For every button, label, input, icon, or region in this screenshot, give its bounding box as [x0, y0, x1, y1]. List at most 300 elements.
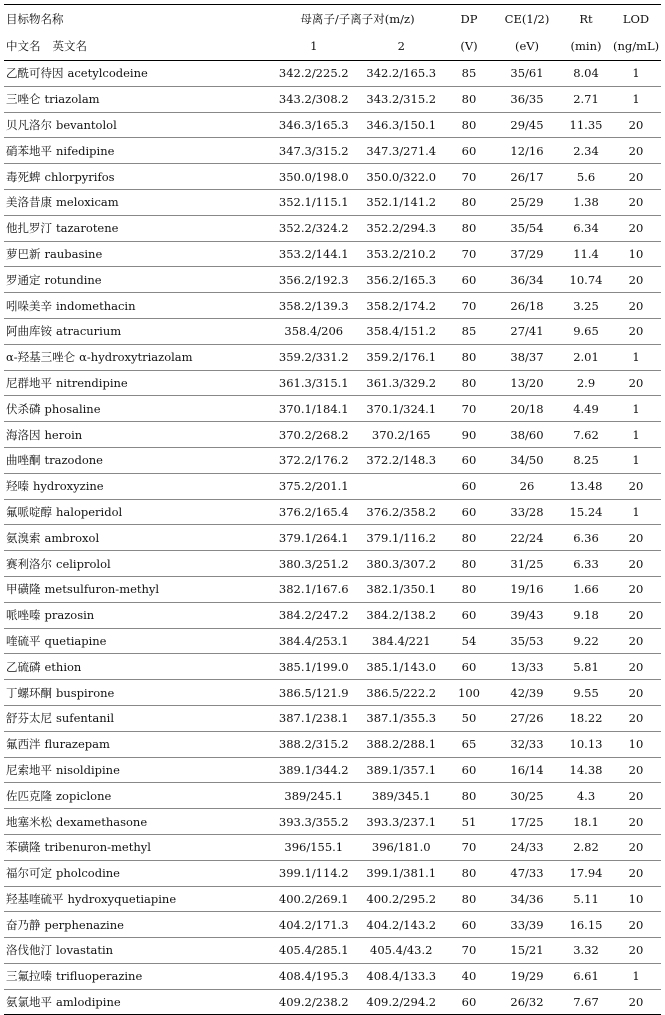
ce-header: CE(1/2): [493, 5, 561, 33]
compound-name-cell: [4, 576, 270, 602]
rt-cell: 11.4: [561, 241, 611, 267]
rt-cell: 4.3: [561, 783, 611, 809]
ion2-cell: 379.1/116.2: [358, 525, 446, 551]
compound-en-name: quetiapine: [44, 633, 107, 648]
rt-cell: 2.34: [561, 138, 611, 164]
rt-cell: 14.38: [561, 757, 611, 783]
ion1-cell: 387.1/238.1: [270, 705, 358, 731]
compound-name-cell: [4, 112, 270, 138]
ion2-cell: 353.2/210.2: [358, 241, 446, 267]
rt-cell: 6.34: [561, 215, 611, 241]
lod-cell: 1: [611, 422, 661, 448]
ce-cell: 38/37: [493, 344, 561, 370]
rt-cell: 18.1: [561, 809, 611, 835]
dp-cell: 60: [445, 138, 493, 164]
ion2-cell: 350.0/322.0: [358, 164, 446, 190]
ce-cell: 39/43: [493, 602, 561, 628]
ion2-cell: 400.2/295.2: [358, 886, 446, 912]
compound-en-name: metsulfuron-methyl: [44, 582, 160, 597]
rt-cell: 2.71: [561, 86, 611, 112]
table-row: [4, 809, 661, 835]
compound-cn-name: 乙硫磷: [6, 659, 41, 674]
compound-en-name: pholcodine: [56, 866, 120, 881]
compound-cn-name: 三氟拉嗪: [6, 969, 52, 984]
name-subheader: [4, 32, 270, 61]
compound-name-cell: [4, 267, 270, 293]
compound-cn-name: 硝苯地平: [6, 143, 52, 158]
rt-cell: 6.33: [561, 551, 611, 577]
rt-cell: 2.82: [561, 834, 611, 860]
lod-cell: 1: [611, 963, 661, 989]
compound-table: [4, 4, 661, 1015]
lod-cell: 1: [611, 447, 661, 473]
lod-cell: 20: [611, 551, 661, 577]
dp-cell: 90: [445, 422, 493, 448]
ion1-cell: 342.2/225.2: [270, 61, 358, 87]
ion1-cell: 350.0/198.0: [270, 164, 358, 190]
ce-cell: 19/29: [493, 963, 561, 989]
lod-cell: 20: [611, 705, 661, 731]
ion2-cell: 352.1/141.2: [358, 189, 446, 215]
compound-en-name: hydroxyquetiapine: [67, 891, 177, 906]
rt-cell: 5.81: [561, 654, 611, 680]
dp-cell: 60: [445, 499, 493, 525]
ion1-subheader: 1: [270, 32, 358, 61]
rt-cell: 15.24: [561, 499, 611, 525]
rt-cell: 10.74: [561, 267, 611, 293]
lod-unit: (ng/mL): [611, 32, 661, 61]
dp-cell: 80: [445, 112, 493, 138]
ce-cell: 47/33: [493, 860, 561, 886]
dp-cell: 50: [445, 705, 493, 731]
ce-cell: 35/53: [493, 628, 561, 654]
compound-cn-name: 地塞米松: [6, 814, 52, 829]
table-row: [4, 551, 661, 577]
ion2-cell: 358.2/174.2: [358, 293, 446, 319]
dp-cell: 80: [445, 576, 493, 602]
ce-cell: 42/39: [493, 680, 561, 706]
ion1-cell: 376.2/165.4: [270, 499, 358, 525]
compound-cn-name: 赛利洛尔: [6, 556, 52, 571]
compound-en-name: celiprolol: [56, 556, 111, 571]
ion1-cell: 356.2/192.3: [270, 267, 358, 293]
dp-cell: 60: [445, 989, 493, 1015]
table-row: [4, 318, 661, 344]
ce-cell: 33/28: [493, 499, 561, 525]
ion2-cell: 370.2/165: [358, 422, 446, 448]
lod-cell: 20: [611, 293, 661, 319]
dp-cell: 60: [445, 654, 493, 680]
ion2-cell: 342.2/165.3: [358, 61, 446, 87]
dp-cell: 80: [445, 370, 493, 396]
ion-pair-header: 母离子/子离子对(m/z): [270, 5, 445, 33]
compound-name-cell: [4, 912, 270, 938]
ce-cell: 29/45: [493, 112, 561, 138]
table-row: [4, 447, 661, 473]
ion2-cell: [358, 473, 446, 499]
ion1-cell: 347.3/315.2: [270, 138, 358, 164]
compound-cn-name: 美洛昔康: [6, 195, 52, 210]
compound-cn-name: 苯磺隆: [6, 840, 41, 855]
table-row: [4, 293, 661, 319]
dp-cell: 80: [445, 860, 493, 886]
ion1-cell: 399.1/114.2: [270, 860, 358, 886]
lod-cell: 1: [611, 61, 661, 87]
ce-cell: 25/29: [493, 189, 561, 215]
rt-cell: 6.36: [561, 525, 611, 551]
table-row: [4, 241, 661, 267]
compound-en-name: nifedipine: [56, 143, 115, 158]
dp-cell: 60: [445, 757, 493, 783]
compound-en-name: trifluoperazine: [56, 969, 143, 984]
compound-name-cell: [4, 370, 270, 396]
ion1-cell: 400.2/269.1: [270, 886, 358, 912]
compound-cn-name: 伏杀磷: [6, 401, 41, 416]
lod-cell: 20: [611, 138, 661, 164]
ce-cell: 35/54: [493, 215, 561, 241]
compound-cn-name: 阿曲库铵: [6, 324, 52, 339]
dp-header: DP: [445, 5, 493, 33]
table-row: [4, 138, 661, 164]
dp-cell: 80: [445, 783, 493, 809]
compound-cn-name: 萝巴新: [6, 246, 41, 261]
compound-en-name: bevantolol: [56, 117, 117, 132]
compound-name-cell: [4, 551, 270, 577]
rt-cell: 7.62: [561, 422, 611, 448]
dp-cell: 80: [445, 551, 493, 577]
compound-cn-name: 贝凡洛尔: [6, 117, 52, 132]
table-row: [4, 189, 661, 215]
dp-cell: 80: [445, 525, 493, 551]
dp-cell: 80: [445, 215, 493, 241]
compound-en-name: indomethacin: [56, 298, 136, 313]
ce-cell: 36/35: [493, 86, 561, 112]
rt-cell: 1.66: [561, 576, 611, 602]
ce-cell: 13/20: [493, 370, 561, 396]
compound-name-cell: [4, 525, 270, 551]
compound-en-name: hydroxyzine: [33, 479, 104, 494]
table-row: [4, 215, 661, 241]
lod-cell: 20: [611, 318, 661, 344]
lod-cell: 1: [611, 86, 661, 112]
lod-cell: 1: [611, 396, 661, 422]
table-row: [4, 731, 661, 757]
lod-cell: 20: [611, 267, 661, 293]
ion1-cell: 370.1/184.1: [270, 396, 358, 422]
lod-cell: 20: [611, 783, 661, 809]
compound-en-name: meloxicam: [56, 195, 119, 210]
table-row: [4, 61, 661, 87]
compound-table-document: [4, 4, 661, 1015]
ion1-cell: 386.5/121.9: [270, 680, 358, 706]
ion1-cell: 404.2/171.3: [270, 912, 358, 938]
lod-cell: 20: [611, 938, 661, 964]
ion2-cell: 352.2/294.3: [358, 215, 446, 241]
rt-cell: 10.13: [561, 731, 611, 757]
ce-cell: 26/32: [493, 989, 561, 1015]
compound-en-name: ambroxol: [44, 530, 100, 545]
ce-cell: 34/36: [493, 886, 561, 912]
compound-name-cell: [4, 473, 270, 499]
rt-cell: 9.22: [561, 628, 611, 654]
ion2-cell: 382.1/350.1: [358, 576, 446, 602]
dp-cell: 60: [445, 447, 493, 473]
rt-cell: 4.49: [561, 396, 611, 422]
ion1-cell: 389.1/344.2: [270, 757, 358, 783]
dp-cell: 80: [445, 86, 493, 112]
compound-cn-name: 乙酰可待因: [6, 66, 64, 81]
compound-en-name: tazarotene: [56, 221, 119, 236]
ion2-cell: 372.2/148.3: [358, 447, 446, 473]
compound-cn-name: 海洛因: [6, 427, 41, 442]
compound-name-cell: [4, 628, 270, 654]
compound-cn-name: 氟哌啶醇: [6, 504, 52, 519]
lod-cell: 20: [611, 680, 661, 706]
rt-cell: 9.18: [561, 602, 611, 628]
lod-cell: 10: [611, 886, 661, 912]
table-row: [4, 396, 661, 422]
compound-name-cell: [4, 731, 270, 757]
compound-en-name: dexamethasone: [56, 814, 148, 829]
compound-cn-name: 洛伐他汀: [6, 943, 52, 958]
ion1-cell: 359.2/331.2: [270, 344, 358, 370]
compound-cn-name: 氨氯地平: [6, 995, 52, 1010]
compound-cn-name: 尼群地平: [6, 375, 52, 390]
ion2-cell: 387.1/355.3: [358, 705, 446, 731]
ce-cell: 36/34: [493, 267, 561, 293]
compound-cn-name: 甲磺隆: [6, 582, 41, 597]
ion1-cell: 370.2/268.2: [270, 422, 358, 448]
compound-name-cell: [4, 422, 270, 448]
ion2-subheader: 2: [358, 32, 446, 61]
compound-cn-name: 羟嗪: [6, 479, 29, 494]
dp-cell: 100: [445, 680, 493, 706]
rt-cell: 1.38: [561, 189, 611, 215]
ion1-cell: 389/245.1: [270, 783, 358, 809]
rt-cell: 18.22: [561, 705, 611, 731]
rt-header: Rt: [561, 5, 611, 33]
compound-en-name: lovastatin: [56, 943, 114, 958]
compound-name-cell: [4, 705, 270, 731]
dp-cell: 60: [445, 473, 493, 499]
compound-name-cell: [4, 86, 270, 112]
ion1-cell: 408.4/195.3: [270, 963, 358, 989]
compound-name-cell: [4, 834, 270, 860]
ion2-cell: 399.1/381.1: [358, 860, 446, 886]
compound-cn-name: 佐匹克隆: [6, 788, 52, 803]
ion2-cell: 389.1/357.1: [358, 757, 446, 783]
dp-cell: 85: [445, 318, 493, 344]
rt-cell: 9.55: [561, 680, 611, 706]
table-row: [4, 989, 661, 1015]
compound-name-cell: [4, 318, 270, 344]
compound-cn-name: 三唑仑: [6, 92, 41, 107]
compound-cn-name: 吲哚美辛: [6, 298, 52, 313]
compound-en-name: triazolam: [44, 92, 100, 107]
rt-cell: 8.04: [561, 61, 611, 87]
compound-name-cell: [4, 809, 270, 835]
dp-cell: 51: [445, 809, 493, 835]
ce-cell: 38/60: [493, 422, 561, 448]
ce-cell: 26/17: [493, 164, 561, 190]
ce-cell: 19/16: [493, 576, 561, 602]
ce-cell: 30/25: [493, 783, 561, 809]
ce-cell: 32/33: [493, 731, 561, 757]
rt-cell: 7.67: [561, 989, 611, 1015]
ion2-cell: 388.2/288.1: [358, 731, 446, 757]
ce-cell: 12/16: [493, 138, 561, 164]
compound-cn-name: 毒死蜱: [6, 169, 41, 184]
ion2-cell: 385.1/143.0: [358, 654, 446, 680]
ion2-cell: 405.4/43.2: [358, 938, 446, 964]
compound-name-cell: [4, 344, 270, 370]
compound-name-cell: [4, 602, 270, 628]
compound-cn-name: 他扎罗汀: [6, 221, 52, 236]
lod-cell: 20: [611, 370, 661, 396]
rt-cell: 6.61: [561, 963, 611, 989]
dp-cell: 65: [445, 731, 493, 757]
compound-en-name: flurazepam: [44, 737, 110, 752]
ion1-cell: 346.3/165.3: [270, 112, 358, 138]
compound-en-name: nitrendipine: [56, 375, 128, 390]
compound-name-cell: [4, 215, 270, 241]
rt-unit: (min): [561, 32, 611, 61]
rt-cell: 13.48: [561, 473, 611, 499]
ce-cell: 34/50: [493, 447, 561, 473]
ce-cell: 22/24: [493, 525, 561, 551]
ion2-cell: 408.4/133.3: [358, 963, 446, 989]
dp-cell: 60: [445, 267, 493, 293]
ion1-cell: 405.4/285.1: [270, 938, 358, 964]
compound-cn-name: 哌唑嗪: [6, 608, 41, 623]
ion2-cell: 384.4/221: [358, 628, 446, 654]
table-row: [4, 267, 661, 293]
ce-unit: (eV): [493, 32, 561, 61]
compound-name-cell: [4, 138, 270, 164]
ion2-cell: 361.3/329.2: [358, 370, 446, 396]
ion2-cell: 386.5/222.2: [358, 680, 446, 706]
lod-cell: 20: [611, 576, 661, 602]
compound-en-name: sufentanil: [56, 711, 115, 726]
ion1-cell: 379.1/264.1: [270, 525, 358, 551]
ion2-cell: 389/345.1: [358, 783, 446, 809]
compound-en-name: phosaline: [44, 401, 101, 416]
ion1-cell: 396/155.1: [270, 834, 358, 860]
ion2-cell: 376.2/358.2: [358, 499, 446, 525]
ion1-cell: 361.3/315.1: [270, 370, 358, 396]
dp-cell: 70: [445, 834, 493, 860]
lod-header: LOD: [611, 5, 661, 33]
compound-cn-name: 福尔可定: [6, 866, 52, 881]
table-row: [4, 938, 661, 964]
dp-cell: 70: [445, 241, 493, 267]
compound-name-cell: [4, 757, 270, 783]
lod-cell: 20: [611, 860, 661, 886]
compound-cn-name: 罗通定: [6, 272, 41, 287]
ion1-cell: 352.2/324.2: [270, 215, 358, 241]
compound-en-name: acetylcodeine: [67, 66, 148, 81]
rt-cell: 9.65: [561, 318, 611, 344]
compound-en-name: chlorpyrifos: [44, 169, 115, 184]
compound-name-cell: [4, 989, 270, 1015]
rt-cell: 3.25: [561, 293, 611, 319]
compound-en-name: zopiclone: [56, 788, 112, 803]
compound-name-cell: [4, 680, 270, 706]
rt-cell: 16.15: [561, 912, 611, 938]
table-row: [4, 963, 661, 989]
lod-cell: 10: [611, 241, 661, 267]
ion1-cell: 384.4/253.1: [270, 628, 358, 654]
lod-cell: 20: [611, 112, 661, 138]
lod-cell: 20: [611, 834, 661, 860]
compound-en-name: ethion: [44, 659, 82, 674]
ion2-cell: 370.1/324.1: [358, 396, 446, 422]
compound-en-name: nisoldipine: [56, 762, 120, 777]
ce-cell: 31/25: [493, 551, 561, 577]
compound-name-cell: [4, 886, 270, 912]
compound-en-name: haloperidol: [56, 504, 123, 519]
header-row-1: [4, 5, 661, 33]
table-row: [4, 499, 661, 525]
ion1-cell: 409.2/238.2: [270, 989, 358, 1015]
compound-name-cell: [4, 61, 270, 87]
ce-cell: 17/25: [493, 809, 561, 835]
ion1-cell: 352.1/115.1: [270, 189, 358, 215]
ce-cell: 20/18: [493, 396, 561, 422]
lod-cell: 1: [611, 499, 661, 525]
compound-name-cell: [4, 447, 270, 473]
compound-name-cell: [4, 189, 270, 215]
compound-name-cell: [4, 164, 270, 190]
compound-cn-name: 丁螺环酮: [6, 685, 52, 700]
lod-cell: 20: [611, 189, 661, 215]
ion1-cell: 358.4/206: [270, 318, 358, 344]
table-row: [4, 705, 661, 731]
compound-cn-name: 舒芬太尼: [6, 711, 52, 726]
lod-cell: 20: [611, 628, 661, 654]
ion2-cell: 356.2/165.3: [358, 267, 446, 293]
ce-cell: 24/33: [493, 834, 561, 860]
rt-cell: 2.01: [561, 344, 611, 370]
rt-cell: 11.35: [561, 112, 611, 138]
en-name-subheader: 英文名: [52, 39, 87, 53]
table-row: [4, 164, 661, 190]
table-row: [4, 576, 661, 602]
compound-name-cell: [4, 963, 270, 989]
target-name-header: 目标物名称: [4, 5, 270, 33]
compound-en-name: rotundine: [44, 272, 102, 287]
lod-cell: 20: [611, 473, 661, 499]
lod-cell: 20: [611, 164, 661, 190]
table-row: [4, 680, 661, 706]
compound-cn-name: 尼索地平: [6, 762, 52, 777]
ion2-cell: 384.2/138.2: [358, 602, 446, 628]
rt-cell: 2.9: [561, 370, 611, 396]
compound-cn-name: 奋乃静: [6, 917, 41, 932]
ion1-cell: 372.2/176.2: [270, 447, 358, 473]
table-row: [4, 628, 661, 654]
compound-cn-name: 氟西泮: [6, 737, 41, 752]
compound-name-cell: [4, 654, 270, 680]
ion1-cell: 384.2/247.2: [270, 602, 358, 628]
dp-cell: 80: [445, 189, 493, 215]
ion2-cell: 359.2/176.1: [358, 344, 446, 370]
dp-cell: 80: [445, 344, 493, 370]
compound-name-cell: [4, 293, 270, 319]
rt-cell: 5.6: [561, 164, 611, 190]
compound-en-name: perphenazine: [44, 917, 124, 932]
compound-en-name: α-hydroxytriazolam: [79, 350, 193, 365]
